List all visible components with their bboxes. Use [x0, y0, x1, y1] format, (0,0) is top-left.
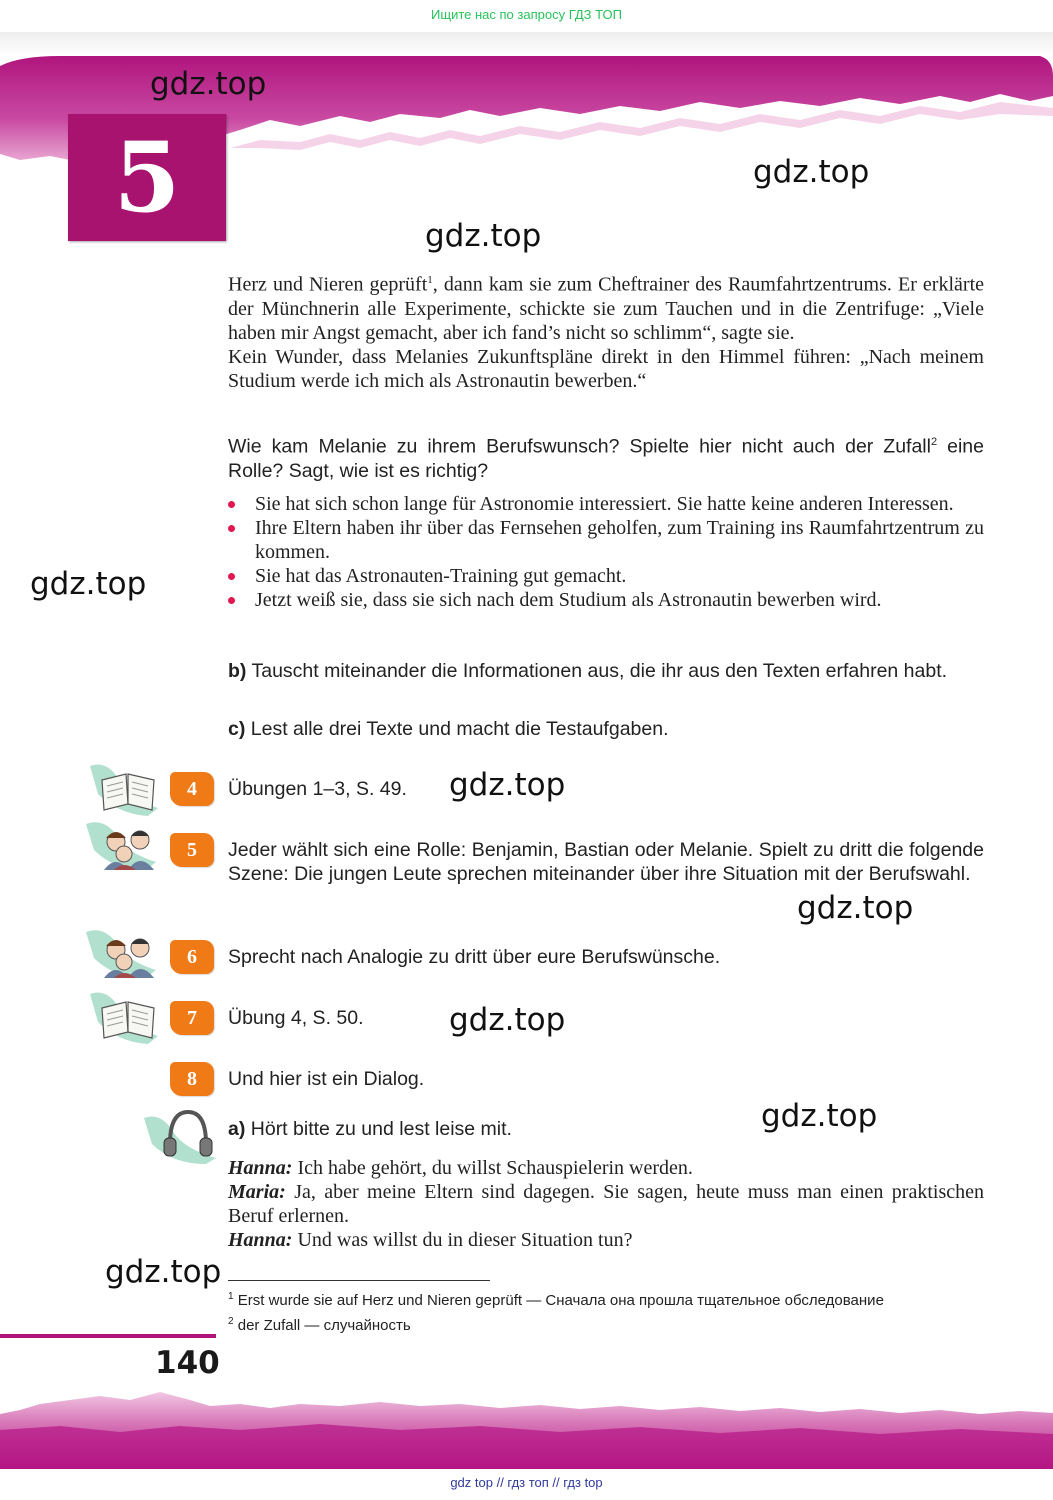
- footnote: $^2$ der Zufall — случайность: [228, 1316, 411, 1334]
- exercise-text: Übung 4, S. 50.: [228, 1007, 364, 1029]
- book-icon: [88, 986, 164, 1046]
- bullet-icon: [228, 573, 235, 580]
- reading-text: [228, 268, 984, 393]
- watermark: gdz.top: [150, 66, 267, 102]
- dialog-line: Maria: Ja, aber meine Eltern sind dagegen. Sie sagen, heute muss man einen praktischen Beruf erlernen.: [228, 1181, 984, 1227]
- book-icon: [88, 758, 164, 818]
- top-banner: Ищите нас по запросу ГДЗ ТОП: [0, 0, 1053, 32]
- exercise-text: Und hier ist ein Dialog.: [228, 1068, 425, 1090]
- bullet-icon: [228, 597, 235, 604]
- exercise-number-badge: 6: [170, 940, 214, 974]
- dialog-line: Hanna: Und was willst du in dieser Situation tun?: [228, 1229, 633, 1251]
- list-item: Sie hat das Astronauten-Training gut gemacht.: [228, 564, 984, 588]
- watermark: gdz.top: [425, 218, 542, 254]
- list-item: Ihre Eltern haben ihr über das Fernsehen geholfen, zum Training ins Raumfahrtzentrum zu kommen.: [228, 516, 984, 564]
- dialog: [228, 1156, 984, 1252]
- bottom-banner: gdz top // гдз топ // гдз top: [0, 1469, 1053, 1500]
- exercise-number-badge: 8: [170, 1062, 214, 1096]
- list-item: Jetzt weiß sie, dass sie sich nach dem Studium als Astronautin bewerben wird.: [228, 588, 984, 612]
- question-text: Wie kam Melanie zu ihrem Berufswunsch? Spielte hier nicht auch der Zufall$^2$ eine Rolle? Sagt, wie ist es richtig?: [228, 435, 984, 482]
- bullet-icon: [228, 501, 235, 508]
- group-talk-icon: [84, 926, 164, 978]
- exercise-number-badge: 5: [170, 833, 214, 867]
- watermark: gdz.top: [753, 154, 870, 190]
- group-talk-icon: [84, 818, 164, 870]
- footnotes: [228, 1286, 984, 1336]
- list-item: Sie hat sich schon lange für Astronomie interessiert. Sie hatte keine anderen Interessen.: [228, 492, 984, 516]
- exercise-text: Übungen 1–3, S. 49.: [228, 778, 407, 800]
- watermark: gdz.top: [449, 767, 566, 803]
- watermark: gdz.top: [30, 566, 147, 602]
- top-divider: [0, 32, 1053, 56]
- reading-paragraph-2: Kein Wunder, dass Melanies Zukunftspläne direkt in den Himmel führen: „Nach meinem Studium werde ich mich als Astronautin bewerben.“: [228, 345, 984, 392]
- dialog-line: Hanna: Ich habe gehört, du willst Schauspielerin werden.: [228, 1157, 693, 1179]
- footnote-ref-1: 1: [427, 274, 433, 286]
- reading-paragraph-1: Herz und Nieren geprüft$^1$, dann kam sie zum Cheftrainer des Raumfahrtzentrums. Er erklärte der Münchnerin alle Experimente, schickte sie zum Tauchen und in die Zentrifuge: „Viele haben mir Angst gemacht, aber ich fand’s nicht so schlimm“, sagte sie.: [228, 273, 984, 344]
- chapter-number-badge: 5: [68, 114, 226, 241]
- exercise-text: Sprecht nach Analogie zu dritt über eure Berufswünsche.: [228, 946, 721, 968]
- footnote: $^1$ Erst wurde sie auf Herz und Nieren geprüft — Сначала она прошла тщательное обследование: [228, 1291, 884, 1309]
- footnote-divider: [228, 1280, 490, 1281]
- footnote-ref-2: 2: [930, 436, 938, 448]
- task-b: b) Tauscht miteinander die Informationen aus, die ihr aus den Texten erfahren habt.: [228, 660, 948, 682]
- watermark: gdz.top: [449, 1002, 566, 1038]
- watermark: gdz.top: [761, 1098, 878, 1134]
- watermark: gdz.top: [797, 890, 914, 926]
- page-number: 140: [155, 1345, 220, 1381]
- watermark: gdz.top: [105, 1254, 222, 1290]
- task-c: c) Lest alle drei Texte und macht die Testaufgaben.: [228, 718, 669, 740]
- exercise-text: Jeder wählt sich eine Rolle: Benjamin, Bastian oder Melanie. Spielt zu dritt die folgende Szene: Die jungen Leute sprechen miteinander über ihre Situation mit der Berufswahl.: [228, 839, 984, 885]
- exercise-number-badge: 4: [170, 772, 214, 806]
- bullet-icon: [228, 525, 235, 532]
- headphones-icon: [142, 1104, 222, 1164]
- task-8a: a) Hört bitte zu und lest leise mit.: [228, 1118, 512, 1140]
- option-list: [228, 492, 984, 612]
- exercise-number-badge: 7: [170, 1001, 214, 1035]
